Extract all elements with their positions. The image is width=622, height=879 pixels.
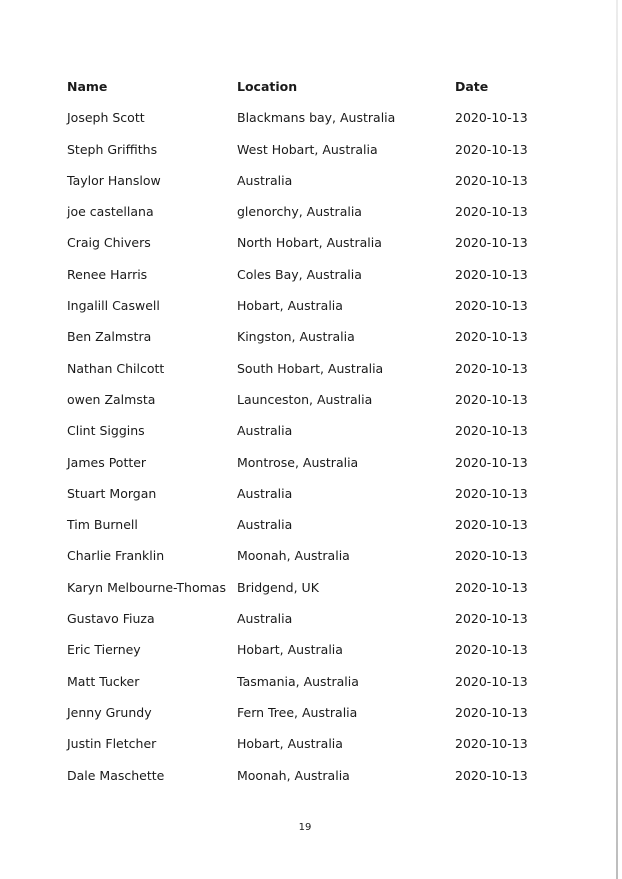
signatories-table — [67, 73, 547, 793]
table-row — [67, 386, 547, 417]
signatory-name: Charlie Franklin — [67, 548, 165, 564]
signatory-name: Joseph Scott — [67, 110, 145, 126]
signature-date: 2020-10-13 — [455, 110, 528, 126]
signatory-location: Blackmans bay, Australia — [237, 110, 396, 126]
location-column-header: Location — [237, 79, 298, 94]
signature-date: 2020-10-13 — [455, 204, 528, 220]
signature-date: 2020-10-13 — [455, 579, 528, 595]
signatory-location: Fern Tree, Australia — [237, 704, 358, 720]
signature-date: 2020-10-13 — [455, 298, 528, 314]
signatory-name: Craig Chivers — [67, 235, 151, 251]
signatory-location: North Hobart, Australia — [237, 235, 382, 251]
signatory-name: Jenny Grundy — [67, 704, 152, 720]
signatory-location: West Hobart, Australia — [237, 141, 378, 157]
signatory-name: Steph Griffiths — [67, 141, 158, 157]
page-number: 19 — [298, 822, 312, 833]
table-row — [67, 762, 547, 793]
table-row — [67, 605, 547, 636]
table-header-row — [67, 73, 547, 104]
signatory-name: James Potter — [67, 454, 147, 470]
table-row — [67, 668, 547, 699]
signatory-location: Tasmania, Australia — [237, 673, 359, 689]
signature-date: 2020-10-13 — [455, 329, 528, 345]
signatory-location: Hobart, Australia — [237, 642, 343, 658]
signatory-name: joe castellana — [67, 204, 154, 220]
table-row — [67, 511, 547, 542]
signatory-location: Hobart, Australia — [237, 298, 343, 314]
table-row — [67, 574, 547, 605]
signature-date: 2020-10-13 — [455, 454, 528, 470]
table-row — [67, 730, 547, 761]
signature-date: 2020-10-13 — [455, 548, 528, 564]
signatory-location: Australia — [237, 517, 293, 533]
signatory-location: Moonah, Australia — [237, 548, 350, 564]
signature-date: 2020-10-13 — [455, 642, 528, 658]
table-body — [67, 104, 547, 793]
signatory-location: Australia — [237, 485, 293, 501]
table-row — [67, 699, 547, 730]
table-row — [67, 636, 547, 667]
table-row — [67, 229, 547, 260]
table-row — [67, 323, 547, 354]
table-row — [67, 355, 547, 386]
signature-date: 2020-10-13 — [455, 736, 528, 752]
signature-date: 2020-10-13 — [455, 767, 528, 783]
signatory-name: Karyn Melbourne-Thomas — [67, 579, 226, 595]
signature-date: 2020-10-13 — [455, 360, 528, 376]
signatory-name: Renee Harris — [67, 266, 148, 282]
signatory-location: Australia — [237, 172, 293, 188]
signatory-name: Tim Burnell — [67, 517, 138, 533]
signatory-location: Coles Bay, Australia — [237, 266, 362, 282]
signature-date: 2020-10-13 — [455, 391, 528, 407]
table-row — [67, 542, 547, 573]
table-row — [67, 292, 547, 323]
signatory-name: Justin Fletcher — [67, 736, 157, 752]
signatory-location: Kingston, Australia — [237, 329, 355, 345]
signatory-name: Matt Tucker — [67, 673, 140, 689]
signature-date: 2020-10-13 — [455, 266, 528, 282]
signatory-location: Australia — [237, 611, 293, 627]
signatory-name: Clint Siggins — [67, 423, 145, 439]
table-row — [67, 417, 547, 448]
table-row — [67, 136, 547, 167]
signatory-name: Ingalill Caswell — [67, 298, 160, 314]
signatory-location: Australia — [237, 423, 293, 439]
signatory-location: Bridgend, UK — [237, 579, 319, 595]
table-row — [67, 449, 547, 480]
signatory-location: glenorchy, Australia — [237, 204, 362, 220]
table-row — [67, 480, 547, 511]
signatory-name: Eric Tierney — [67, 642, 141, 658]
signature-date: 2020-10-13 — [455, 172, 528, 188]
signatory-location: Moonah, Australia — [237, 767, 350, 783]
name-column-header: Name — [67, 79, 108, 94]
signatory-name: Gustavo Fiuza — [67, 611, 155, 627]
table-row — [67, 261, 547, 292]
signatory-location: South Hobart, Australia — [237, 360, 384, 376]
signatory-location: Montrose, Australia — [237, 454, 359, 470]
signatory-location: Launceston, Australia — [237, 391, 373, 407]
signature-date: 2020-10-13 — [455, 235, 528, 251]
signatory-name: Dale Maschette — [67, 767, 165, 783]
signature-date: 2020-10-13 — [455, 141, 528, 157]
date-column-header: Date — [455, 79, 489, 94]
page-edge-shadow — [616, 0, 618, 879]
signatory-name: Ben Zalmstra — [67, 329, 152, 345]
signatory-name: Taylor Hanslow — [67, 172, 161, 188]
table-row — [67, 167, 547, 198]
signatory-name: Stuart Morgan — [67, 485, 157, 501]
signature-date: 2020-10-13 — [455, 611, 528, 627]
table-row — [67, 198, 547, 229]
signature-date: 2020-10-13 — [455, 517, 528, 533]
signatory-name: Nathan Chilcott — [67, 360, 165, 376]
signatory-name: owen Zalmsta — [67, 391, 156, 407]
signature-date: 2020-10-13 — [455, 485, 528, 501]
signatory-location: Hobart, Australia — [237, 736, 343, 752]
signature-date: 2020-10-13 — [455, 673, 528, 689]
table-row — [67, 104, 547, 135]
signature-date: 2020-10-13 — [455, 423, 528, 439]
signature-date: 2020-10-13 — [455, 704, 528, 720]
